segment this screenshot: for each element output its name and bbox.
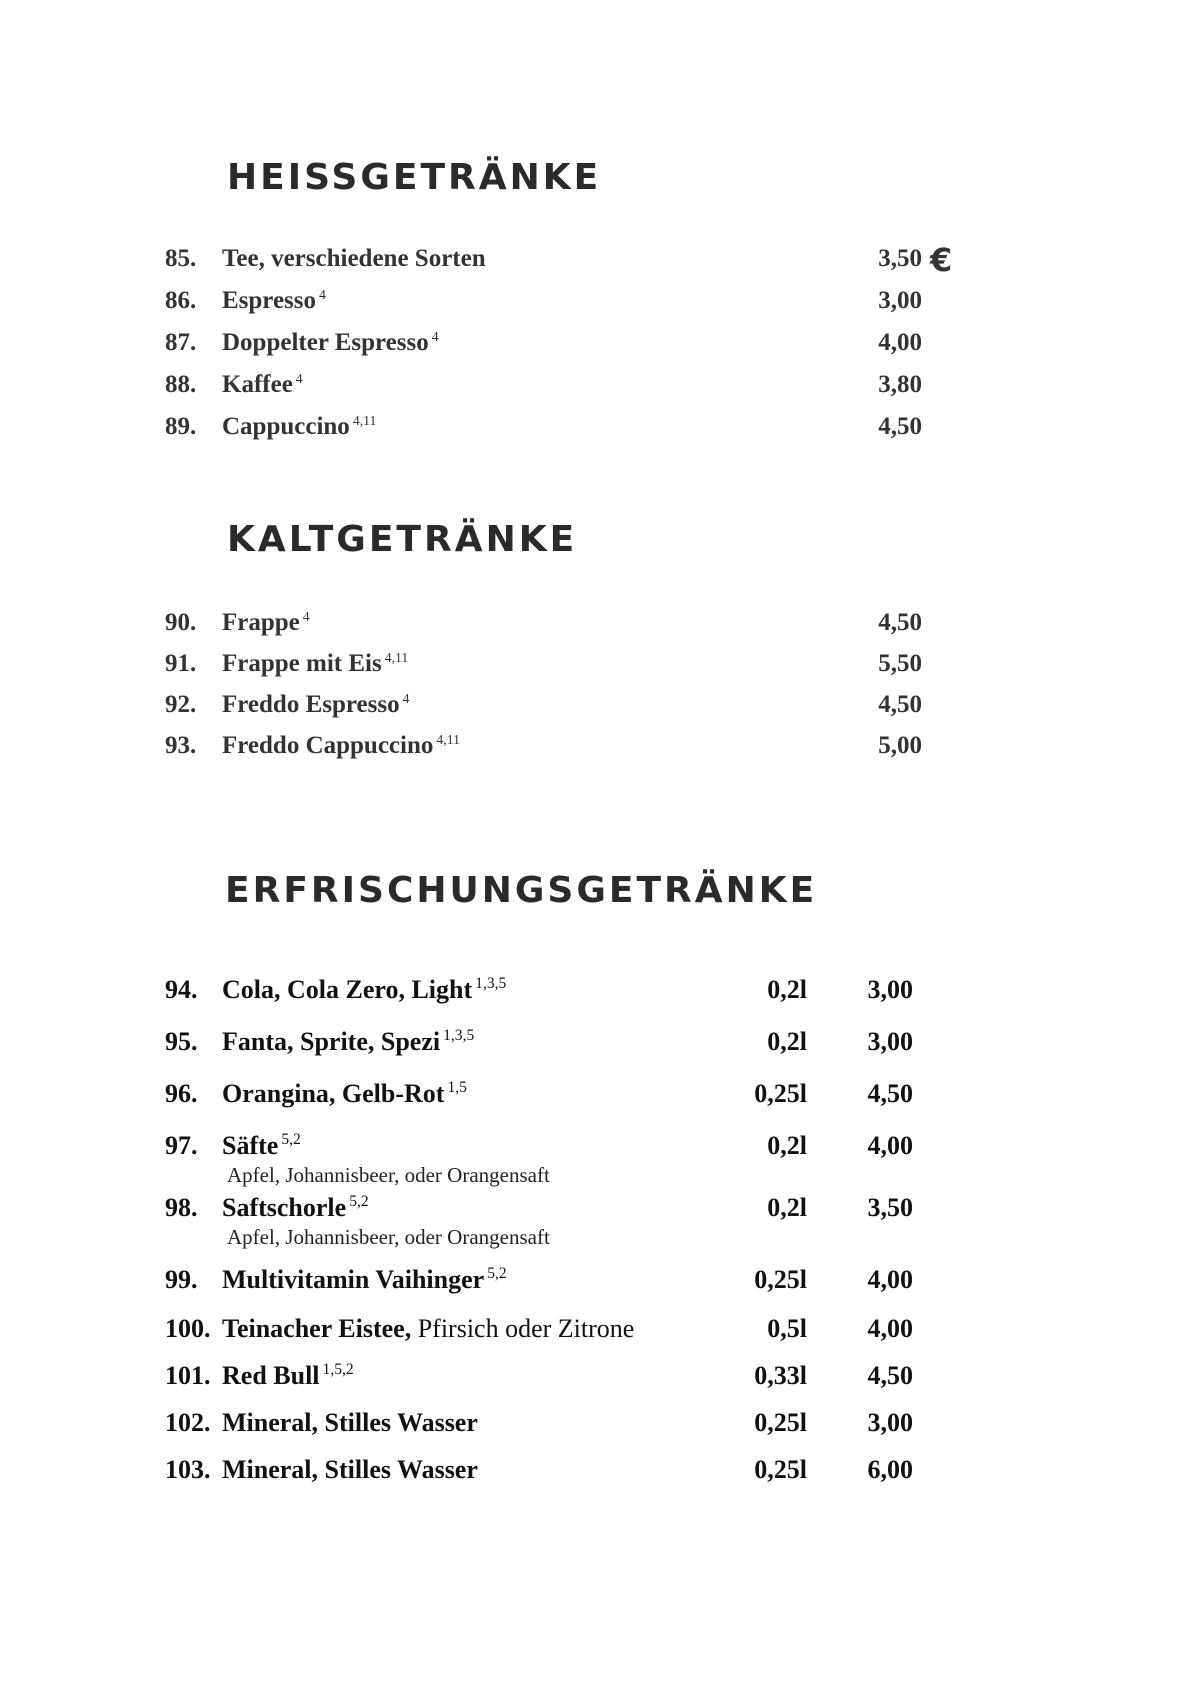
item-name: Red Bull $^{1,5,2}$ <box>222 1361 354 1390</box>
item-number: 100. <box>165 1314 211 1343</box>
menu-item <box>0 1408 1190 1442</box>
item-number: 91. <box>165 650 197 677</box>
menu-item <box>0 975 1190 1009</box>
menu-item <box>0 371 1190 405</box>
allergen-note: 4 <box>302 608 310 624</box>
item-size: 0,33l <box>754 1361 807 1390</box>
section-title-cold: KALTGETRÄNKE <box>227 519 578 560</box>
item-number: 92. <box>165 691 197 718</box>
item-name: Freddo Espresso $^4$ <box>222 690 410 718</box>
item-size: 0,2l <box>767 1131 807 1160</box>
item-name: Teinacher Eistee, Pfirsich oder Zitrone <box>222 1314 635 1343</box>
allergen-note: 4,11 <box>352 412 377 428</box>
item-number: 94. <box>165 975 198 1004</box>
allergen-note: 5,2 <box>487 1265 507 1283</box>
menu-item <box>0 1455 1190 1489</box>
menu-item <box>0 691 1190 725</box>
item-size: 0,25l <box>754 1455 807 1484</box>
menu-item <box>0 1361 1190 1395</box>
item-size: 0,2l <box>767 1193 807 1222</box>
item-number: 97. <box>165 1131 198 1160</box>
item-name: Mineral, Stilles Wasser <box>222 1455 478 1484</box>
item-price: 5,50 <box>878 650 922 677</box>
menu-item <box>0 1314 1190 1348</box>
item-price: 3,50 <box>878 245 922 272</box>
menu-item <box>0 650 1190 684</box>
allergen-note: 1,3,5 <box>475 975 507 993</box>
item-name: Kaffee $^4$ <box>222 370 303 398</box>
item-name: Tee, verschiedene Sorten <box>222 245 486 272</box>
menu-item <box>0 287 1190 321</box>
item-price: 4,00 <box>867 1131 913 1160</box>
item-price: 4,00 <box>867 1265 913 1294</box>
allergen-note: 4,11 <box>384 649 409 665</box>
item-number: 90. <box>165 609 197 636</box>
menu-item <box>0 329 1190 363</box>
menu-item <box>0 1193 1190 1249</box>
item-name: Multivitamin Vaihinger $^{5,2}$ <box>222 1265 507 1294</box>
item-size: 0,2l <box>767 1027 807 1056</box>
item-name: Frappe $^4$ <box>222 608 310 636</box>
allergen-note: 1,5 <box>447 1079 467 1097</box>
item-number: 99. <box>165 1265 198 1294</box>
item-price: 3,50 <box>867 1193 913 1222</box>
menu-item <box>0 1131 1190 1187</box>
allergen-note: 4,11 <box>436 731 460 747</box>
item-number: 96. <box>165 1079 198 1108</box>
item-number: 98. <box>165 1193 198 1222</box>
menu-item <box>0 413 1190 447</box>
menu-item <box>0 1027 1190 1061</box>
item-price: 5,00 <box>878 732 922 759</box>
allergen-note: 1,3,5 <box>443 1027 475 1045</box>
item-price: 4,50 <box>878 413 922 440</box>
item-variant: Pfirsich oder Zitrone <box>411 1314 635 1343</box>
item-size: 0,25l <box>754 1265 807 1294</box>
item-name: Fanta, Sprite, Spezi $^{1,3,5}$ <box>222 1027 475 1056</box>
item-price: 4,50 <box>867 1361 913 1390</box>
item-price: 3,00 <box>878 287 922 314</box>
item-size: 0,25l <box>754 1408 807 1437</box>
item-size: 0,5l <box>767 1314 807 1343</box>
item-name: Saftschorle $^{5,2}$ <box>222 1193 369 1222</box>
allergen-note: 5,2 <box>281 1131 301 1149</box>
section-title-hot: HEISSGETRÄNKE <box>227 157 602 198</box>
item-size: 0,25l <box>754 1079 807 1108</box>
item-name: Espresso $^4$ <box>222 286 326 314</box>
item-number: 102. <box>165 1408 211 1437</box>
item-size: 0,2l <box>767 975 807 1004</box>
item-price: 3,00 <box>867 1408 913 1437</box>
item-name: Säfte $^{5,2}$ <box>222 1131 301 1160</box>
allergen-note: 4 <box>295 370 303 386</box>
item-price: 4,50 <box>878 691 922 718</box>
item-price: 3,80 <box>878 371 922 398</box>
item-number: 87. <box>165 329 197 356</box>
item-name: Frappe mit Eis $^{4,11}$ <box>222 649 409 677</box>
item-name: Orangina, Gelb-Rot $^{1,5}$ <box>222 1079 467 1108</box>
item-price: 3,00 <box>867 975 913 1004</box>
euro-sign: € <box>930 241 953 279</box>
item-number: 85. <box>165 245 197 272</box>
allergen-note: 4 <box>402 690 410 706</box>
item-name: Cappuccino $^{4,11}$ <box>222 412 377 440</box>
item-price: 4,00 <box>867 1314 913 1343</box>
allergen-note: 5,2 <box>349 1193 369 1211</box>
allergen-note: 4 <box>431 328 439 344</box>
item-price: 4,00 <box>878 329 922 356</box>
item-number: 95. <box>165 1027 198 1056</box>
item-name: Doppelter Espresso $^4$ <box>222 328 439 356</box>
item-number: 93. <box>165 732 197 759</box>
section-title-soft: ERFRISCHUNGSGETRÄNKE <box>225 870 818 911</box>
item-price: 6,00 <box>867 1455 913 1484</box>
item-name: Mineral, Stilles Wasser <box>222 1408 478 1437</box>
item-description: Apfel, Johannisbeer, oder Orangensaft <box>227 1163 550 1187</box>
item-price: 4,50 <box>878 609 922 636</box>
item-number: 86. <box>165 287 197 314</box>
item-number: 89. <box>165 413 197 440</box>
menu-item <box>0 1079 1190 1113</box>
menu-item <box>0 1265 1190 1299</box>
allergen-note: 1,5,2 <box>322 1361 354 1379</box>
menu-item <box>0 609 1190 643</box>
allergen-note: 4 <box>319 286 326 302</box>
item-number: 103. <box>165 1455 211 1484</box>
item-description: Apfel, Johannisbeer, oder Orangensaft <box>227 1225 550 1249</box>
item-price: 4,50 <box>867 1079 913 1108</box>
item-name: Cola, Cola Zero, Light $^{1,3,5}$ <box>222 975 507 1004</box>
item-number: 101. <box>165 1361 211 1390</box>
item-price: 3,00 <box>867 1027 913 1056</box>
item-name: Freddo Cappuccino $^{4,11}$ <box>222 731 460 759</box>
menu-item <box>0 732 1190 766</box>
menu-item <box>0 241 1190 279</box>
item-number: 88. <box>165 371 197 398</box>
